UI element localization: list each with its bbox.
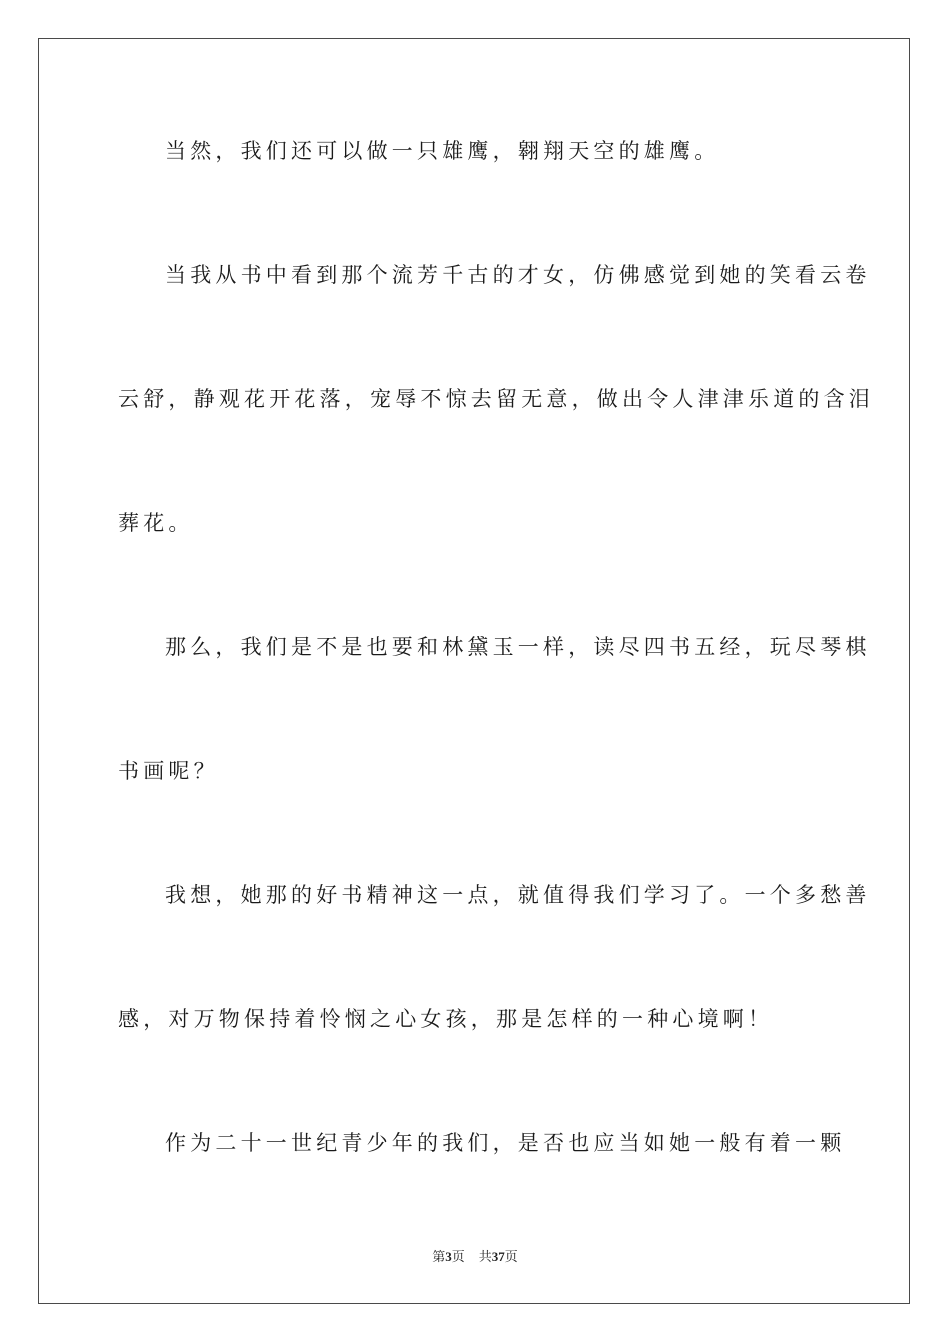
page-number: 3 — [445, 1249, 452, 1264]
page-prefix: 第 — [432, 1249, 446, 1264]
page-footer — [0, 1248, 950, 1266]
total-prefix: 共 — [478, 1249, 492, 1264]
total-suffix: 页 — [504, 1249, 518, 1264]
paragraph-line: 那么，我们是不是也要和林黛玉一样，读尽四书五经，玩尽琴棋 — [165, 635, 871, 659]
page-border — [38, 38, 910, 1304]
paragraph-line: 书画呢？ — [118, 759, 219, 783]
paragraph-line: 当然，我们还可以做一只雄鹰，翱翔天空的雄鹰。 — [165, 139, 720, 163]
paragraph-line: 作为二十一世纪青少年的我们，是否也应当如她一般有着一颗 — [165, 1131, 846, 1155]
paragraph-line: 当我从书中看到那个流芳千古的才女，仿佛感觉到她的笑看云卷 — [165, 263, 871, 287]
paragraph-line: 我想，她那的好书精神这一点，就值得我们学习了。一个多愁善 — [165, 883, 871, 907]
total-pages: 37 — [491, 1249, 505, 1264]
paragraph-line: 葬花。 — [118, 511, 194, 535]
paragraph-line: 感，对万物保持着怜悯之心女孩，那是怎样的一种心境啊！ — [118, 1007, 774, 1031]
page-suffix: 页 — [451, 1249, 465, 1264]
paragraph-line: 云舒，静观花开花落，宠辱不惊去留无意，做出令人津津乐道的含泪 — [118, 387, 874, 411]
